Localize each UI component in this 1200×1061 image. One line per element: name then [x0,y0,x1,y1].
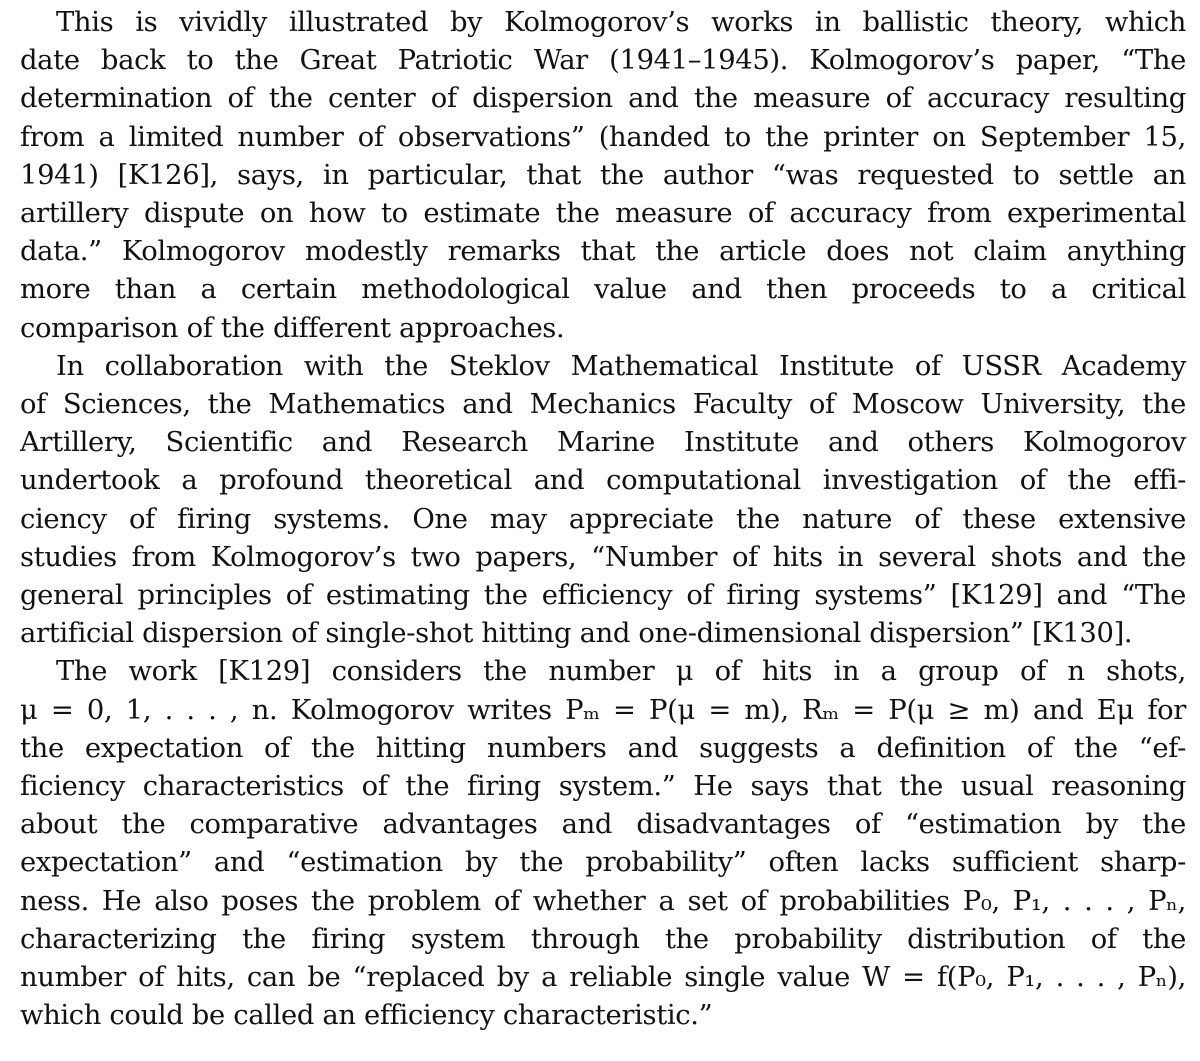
text-line: more than a certain methodological value and then proceeds to a critical [20,274,1186,306]
text-line: about the comparative advantages and disadvantages of “estimation by the [20,809,1186,841]
text-line: artificial dispersion of single-shot hitting and one-dimensional dispersion” [K130]. [20,618,1133,650]
text-line: ciency of firing systems. One may appreciate the nature of these extensive [20,503,1186,535]
text-line: expectation” and “estimation by the probability” often lacks sufficient sharp- [20,847,1186,879]
text-line: μ = 0, 1, . . . , n. Kolmogorov writes Pₘ = P(μ = m), Rₘ = P(μ ≥ m) and Eμ for [20,694,1186,726]
text-line: Artillery, Scientific and Research Marine Institute and others Kolmogorov [20,427,1186,459]
text-line: date back to the Great Patriotic War (1941–1945). Kolmogorov’s paper, “The [20,45,1186,77]
text-line: the expectation of the hitting numbers and suggests a definition of the “ef- [20,732,1186,764]
text-line: undertook a profound theoretical and computational investigation of the effi- [20,465,1186,497]
text-line: of Sciences, the Mathematics and Mechanics Faculty of Moscow University, the [20,389,1186,421]
text-line: from a limited number of observations” (handed to the printer on September 15, [20,121,1186,153]
text-line: data.” Kolmogorov modestly remarks that the article does not claim anything [20,236,1186,268]
text-line: 1941) [K126], says, in particular, that the author “was requested to settle an [20,159,1186,191]
text-line: number of hits, can be “replaced by a reliable single value W = f(P₀, P₁, . . . , Pₙ), [20,962,1186,994]
paragraph-ballistic-theory [20,4,1186,348]
paragraph-collaboration [20,348,1186,654]
text-line: ness. He also poses the problem of whether a set of probabilities P₀, P₁, . . . , Pₙ, [20,885,1186,917]
text-line: studies from Kolmogorov’s two papers, “Number of hits in several shots and the [20,541,1186,573]
text-line: characterizing the firing system through the probability distribution of the [20,923,1186,955]
text-line: comparison of the different approaches. [20,312,565,344]
paragraph-work-k129 [20,653,1186,1035]
text-line: In collaboration with the Steklov Mathematical Institute of USSR Academy [56,350,1186,382]
text-line: which could be called an efficiency characteristic.” [20,1000,713,1032]
text-line: determination of the center of dispersion and the measure of accuracy resulting [20,83,1186,115]
text-line: ficiency characteristics of the firing system.” He says that the usual reasoning [20,771,1186,803]
text-line: The work [K129] considers the number μ of hits in a group of n shots, [56,656,1186,688]
text-line: general principles of estimating the efficiency of firing systems” [K129] and “The [20,580,1186,612]
text-line: artillery dispute on how to estimate the measure of accuracy from experimental [20,198,1186,230]
text-line: This is vividly illustrated by Kolmogorov’s works in ballistic theory, which [56,7,1186,38]
